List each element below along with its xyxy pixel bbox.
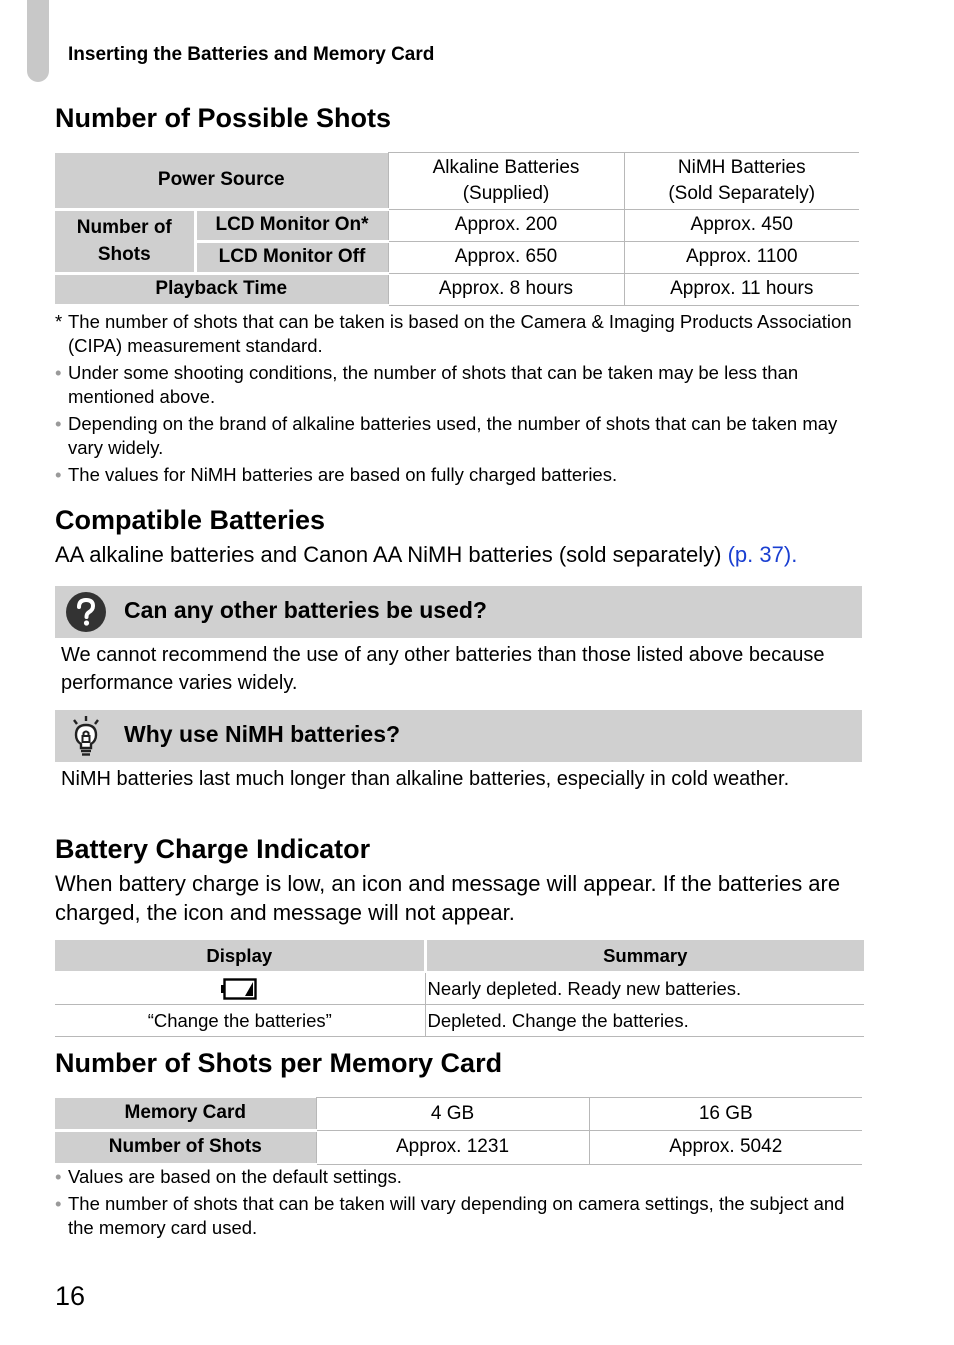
lightbulb-icon bbox=[65, 715, 107, 757]
note-item: • Under some shooting conditions, the number of shots that can be taken may be less than mentioned above. bbox=[55, 362, 799, 407]
indicator-text: When battery charge is low, an icon and message will appear. If the batteries are charged, the icon and message will not appear. bbox=[55, 871, 841, 925]
tip-other-batteries-bar bbox=[55, 586, 862, 638]
lcd-on-nimh: Approx. 450 bbox=[624, 209, 859, 241]
page-number: 16 bbox=[55, 1281, 86, 1311]
section-title-memory: Number of Shots per Memory Card bbox=[55, 1048, 503, 1078]
possible-shots-table bbox=[55, 152, 859, 307]
lcd-off-nimh: Approx. 1100 bbox=[624, 241, 859, 273]
lcd-on-label: LCD Monitor On* bbox=[195, 209, 388, 241]
indicator-table bbox=[55, 940, 864, 1037]
page-link[interactable]: (p. 37) bbox=[727, 542, 792, 567]
low-battery-cell bbox=[55, 972, 425, 1005]
alkaline-header: Alkaline Batteries (Supplied) bbox=[388, 153, 624, 210]
playback-time-label: Playback Time bbox=[55, 273, 388, 305]
lcd-off-alkaline: Approx. 650 bbox=[388, 241, 624, 273]
shots-16gb: Approx. 5042 bbox=[589, 1130, 862, 1164]
note-item: * The number of shots that can be taken is based on the Camera & Imaging Products Association (CIPA) measurement standard. bbox=[55, 311, 852, 356]
memory-notes bbox=[55, 1165, 855, 1243]
card-16gb: 16 GB bbox=[589, 1098, 862, 1131]
card-4gb: 4 GB bbox=[316, 1098, 589, 1131]
tip-other-batteries-title: Can any other batteries be used? bbox=[124, 597, 487, 623]
section-title-indicator: Battery Charge Indicator bbox=[55, 834, 371, 864]
note-item: • Values are based on the default settings. bbox=[55, 1166, 402, 1187]
compatible-text: AA alkaline batteries and Canon AA NiMH batteries (sold separately) (p. 37). bbox=[55, 542, 798, 567]
tip-nimh-body: NiMH batteries last much longer than alkaline batteries, especially in cold weather. bbox=[61, 768, 790, 790]
note-item: • Depending on the brand of alkaline batteries used, the number of shots that can be taken may vary widely. bbox=[55, 413, 838, 458]
tip-nimh-bar bbox=[55, 710, 862, 762]
change-batteries-display: “Change the batteries” bbox=[55, 1005, 425, 1037]
change-batteries-summary: Depleted. Change the batteries. bbox=[425, 1005, 864, 1037]
playback-alkaline: Approx. 8 hours bbox=[388, 273, 624, 305]
lcd-off-label: LCD Monitor Off bbox=[195, 241, 388, 273]
tip-nimh-title: Why use NiMH batteries? bbox=[124, 721, 401, 747]
number-of-shots-header: Number of Shots bbox=[55, 209, 195, 273]
section-title-possible-shots: Number of Possible Shots bbox=[55, 103, 392, 133]
memory-card-label: Memory Card bbox=[55, 1098, 316, 1131]
tip-other-batteries-body: We cannot recommend the use of any other batteries than those listed above because performance varies widely. bbox=[61, 644, 825, 694]
playback-nimh: Approx. 11 hours bbox=[624, 273, 859, 305]
summary-header: Summary bbox=[425, 940, 864, 972]
display-header: Display bbox=[55, 940, 425, 972]
low-battery-icon bbox=[221, 977, 259, 1001]
shots-4gb: Approx. 1231 bbox=[316, 1130, 589, 1164]
chapter-tab bbox=[27, 0, 49, 82]
shots-label: Number of Shots bbox=[55, 1130, 316, 1164]
lcd-on-alkaline: Approx. 200 bbox=[388, 209, 624, 241]
low-battery-summary: Nearly depleted. Ready new batteries. bbox=[425, 972, 864, 1005]
running-head: Inserting the Batteries and Memory Card bbox=[68, 44, 435, 65]
question-icon bbox=[65, 591, 107, 633]
power-source-header: Power Source bbox=[55, 153, 388, 210]
note-item: • The number of shots that can be taken will vary depending on camera settings, the subject and the memory card used. bbox=[55, 1193, 845, 1238]
section-title-compatible: Compatible Batteries bbox=[55, 505, 326, 535]
memory-card-table bbox=[55, 1097, 862, 1166]
nimh-header: NiMH Batteries (Sold Separately) bbox=[624, 153, 859, 210]
possible-shots-notes bbox=[55, 310, 855, 490]
note-item: • The values for NiMH batteries are based on fully charged batteries. bbox=[55, 464, 618, 485]
